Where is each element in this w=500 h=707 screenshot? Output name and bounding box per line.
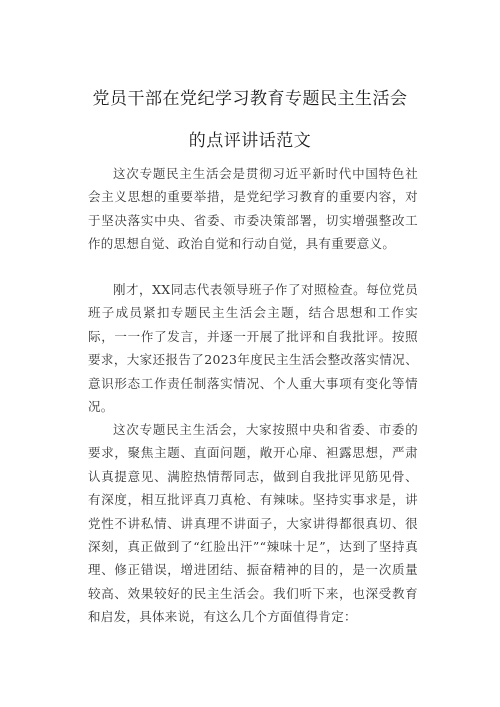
document-title-continued: 的点评讲话范文 — [188, 131, 312, 151]
body-paragraph: 这次专题民主生活会是贯彻习近平新时代中国特色社会主义思想的重要举措，是党纪学习教育的重要内容，对于坚决落实中央、省委、市委决策部署，切实增强整改工作的思想自觉、政治自觉和行动自觉，具有重要意义。 — [88, 166, 418, 252]
body-paragraph: 这次专题民主生活会，大家按照中央和省委、市委的要求，聚焦主题、直面问题，敞开心扉、袒露思想，严肃认真提意见、满腔热情帮同志，做到自我批评见筋见骨、有深度，相互批评真刀真枪、有辣味。坚持实事求是，讲党性不讲私情、讲真理不讲面子，大家讲得都很真切、很深刻，真正做到了“红脸出汗”“辣味十足”，达到了坚持真理、修正错误，增进团结、振奋精神的目的，是一次质量较高、效果较好的民主生活会。我们听下来，也深受教育和启发，具体来说，有这么几个方面值得肯定： — [88, 422, 418, 625]
document-title: 党员干部在党纪学习教育专题民主生活会 — [92, 89, 408, 109]
body-paragraph: 刚才，XX同志代表领导班子作了对照检查。每位党员班子成员紧扣专题民主生活会主题，结合思想和工作实际，一一作了发言，并逐一开展了批评和自我批评。按照要求，大家还报告了2023年度民主生活会整改落实情况、意识形态工作责任制落实情况、个人重大事项有变化等情况。 — [88, 282, 418, 415]
